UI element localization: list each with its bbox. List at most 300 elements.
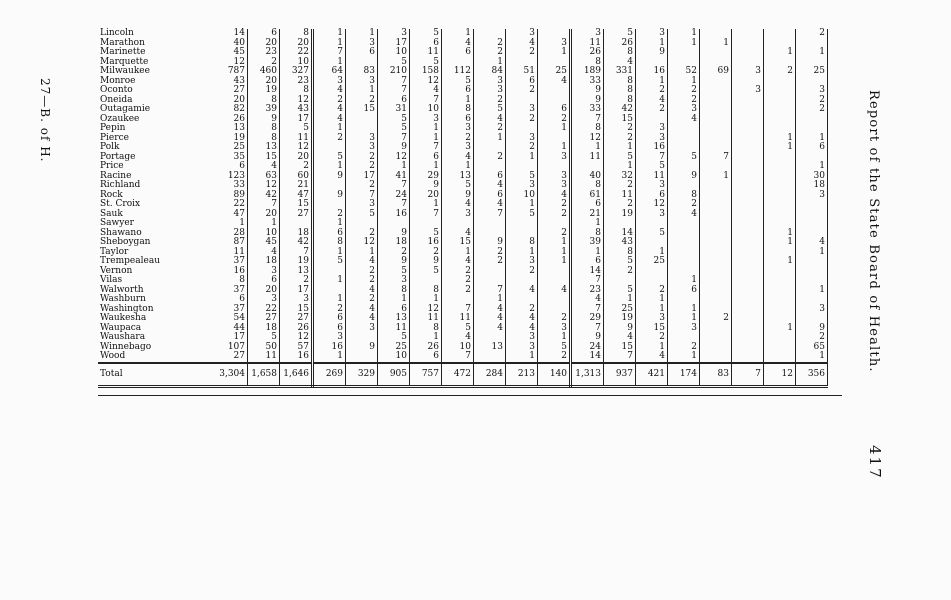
count-cell: 8: [668, 191, 700, 201]
count-cell: [764, 276, 796, 286]
count-cell: 1: [604, 295, 636, 305]
count-cell: 29: [410, 172, 442, 182]
count-cell: 4: [571, 295, 604, 305]
count-cell: 11: [248, 352, 280, 363]
count-cell: 54: [216, 314, 248, 324]
county-name-cell: Vilas: [100, 275, 123, 285]
left-margin-label: 27—B. of H.: [38, 78, 52, 163]
count-cell: 210: [378, 67, 410, 77]
count-cell: 1: [636, 77, 668, 87]
table-row: [98, 181, 828, 191]
count-cell: 1: [604, 143, 636, 153]
count-cell: 9: [571, 86, 604, 96]
count-cell: 6: [410, 352, 442, 363]
count-cell: [796, 200, 828, 210]
count-cell: 1: [538, 248, 571, 258]
county-statistics-table: [98, 29, 828, 388]
count-cell: 3: [506, 181, 538, 191]
count-cell: 3: [506, 134, 538, 144]
count-cell: 18: [280, 229, 313, 239]
count-cell: 6: [313, 229, 346, 239]
count-cell: [796, 257, 828, 267]
count-cell: 28: [216, 229, 248, 239]
count-cell: 10: [442, 343, 474, 353]
table-row: [98, 352, 828, 363]
count-cell: 16: [216, 267, 248, 277]
count-cell: 2: [506, 48, 538, 58]
table-row: [98, 314, 828, 324]
count-cell: 1: [506, 153, 538, 163]
count-cell: 174: [668, 363, 700, 387]
count-cell: [700, 48, 732, 58]
count-cell: 5: [604, 257, 636, 267]
count-cell: 69: [700, 67, 732, 77]
count-cell: 43: [216, 77, 248, 87]
count-cell: 1: [410, 124, 442, 134]
count-cell: 5: [668, 153, 700, 163]
count-cell: 2: [764, 67, 796, 77]
count-cell: 4: [636, 96, 668, 106]
count-cell: 6: [442, 86, 474, 96]
count-cell: [538, 295, 571, 305]
count-cell: [764, 343, 796, 353]
count-cell: 905: [378, 363, 410, 387]
count-cell: 1: [248, 219, 280, 229]
count-cell: 31: [378, 105, 410, 115]
count-cell: 42: [248, 191, 280, 201]
count-cell: 19: [248, 86, 280, 96]
count-cell: 84: [474, 67, 506, 77]
count-cell: 3: [796, 305, 828, 315]
count-cell: 7: [346, 191, 378, 201]
count-cell: 356: [796, 363, 828, 387]
count-cell: [700, 333, 732, 343]
count-cell: 4: [506, 324, 538, 334]
table-row: [98, 210, 828, 220]
count-cell: [346, 115, 378, 125]
count-cell: 7: [700, 153, 732, 163]
count-cell: 7: [442, 305, 474, 315]
count-cell: 2: [410, 248, 442, 258]
count-cell: 12: [280, 96, 313, 106]
count-cell: 5: [346, 210, 378, 220]
count-cell: 12: [410, 305, 442, 315]
count-cell: 12: [248, 181, 280, 191]
county-name-cell: Shawano: [100, 227, 142, 238]
count-cell: 15: [442, 238, 474, 248]
county-name-cell: Wood: [100, 351, 126, 361]
county-name-cell: Marquette: [100, 56, 149, 67]
count-cell: [732, 276, 764, 286]
count-cell: 9: [248, 115, 280, 125]
count-cell: 20: [248, 210, 280, 220]
count-cell: 327: [280, 67, 313, 77]
count-cell: 787: [216, 67, 248, 77]
count-cell: 51: [506, 67, 538, 77]
count-cell: [668, 124, 700, 134]
table-bottom-rule: [98, 395, 842, 396]
count-cell: 12: [636, 200, 668, 210]
count-cell: [764, 305, 796, 315]
count-cell: 1: [700, 172, 732, 182]
count-cell: [732, 96, 764, 106]
count-cell: 2: [346, 162, 378, 172]
count-cell: 1: [506, 352, 538, 363]
count-cell: 4: [538, 286, 571, 296]
count-cell: 1: [538, 257, 571, 267]
count-cell: 1: [442, 29, 474, 39]
count-cell: 5: [506, 210, 538, 220]
count-cell: 1: [378, 162, 410, 172]
count-cell: 1: [313, 162, 346, 172]
count-cell: 4: [248, 162, 280, 172]
count-cell: 6: [538, 105, 571, 115]
count-cell: 1: [668, 314, 700, 324]
count-cell: 20: [248, 286, 280, 296]
count-cell: 8: [216, 276, 248, 286]
count-cell: [732, 229, 764, 239]
table-row: [98, 77, 828, 87]
count-cell: [764, 153, 796, 163]
count-cell: 1: [346, 86, 378, 96]
count-cell: [732, 210, 764, 220]
count-cell: [668, 48, 700, 58]
count-cell: 6: [474, 172, 506, 182]
count-cell: 15: [636, 324, 668, 334]
county-name-cell: Lincoln: [100, 28, 134, 38]
count-cell: 3: [313, 333, 346, 343]
count-cell: 8: [280, 29, 313, 39]
count-cell: 3: [313, 77, 346, 87]
count-cell: 1: [764, 143, 796, 153]
table-row: [98, 267, 828, 277]
table-row: [98, 276, 828, 286]
count-cell: 13: [248, 143, 280, 153]
count-cell: 26: [216, 115, 248, 125]
count-cell: 8: [248, 96, 280, 106]
count-cell: [764, 210, 796, 220]
count-cell: 11: [442, 314, 474, 324]
count-cell: [700, 229, 732, 239]
count-cell: 2: [506, 267, 538, 277]
count-cell: 26: [604, 39, 636, 49]
count-cell: 1: [538, 124, 571, 134]
count-cell: [764, 86, 796, 96]
count-cell: 2: [506, 305, 538, 315]
count-cell: 189: [571, 67, 604, 77]
count-cell: [732, 181, 764, 191]
count-cell: 45: [216, 48, 248, 58]
count-cell: 1: [636, 248, 668, 258]
count-cell: 1,658: [248, 363, 280, 387]
county-name-cell: Portage: [100, 151, 136, 162]
count-cell: 20: [216, 96, 248, 106]
table-row: [98, 257, 828, 267]
count-cell: 3: [442, 143, 474, 153]
count-cell: 1: [410, 295, 442, 305]
count-cell: 8: [571, 58, 604, 68]
count-cell: [700, 248, 732, 258]
count-cell: 25: [538, 67, 571, 77]
count-cell: [346, 352, 378, 363]
count-cell: 2: [604, 267, 636, 277]
count-cell: 15: [280, 305, 313, 315]
count-cell: 43: [604, 238, 636, 248]
county-name-cell: Walworth: [100, 284, 144, 295]
count-cell: 2: [280, 162, 313, 172]
count-cell: 9: [442, 191, 474, 201]
table-row: [98, 343, 828, 353]
count-cell: 25: [378, 343, 410, 353]
count-cell: 1: [346, 248, 378, 258]
county-name-cell: Rock: [100, 189, 123, 200]
count-cell: 1: [764, 238, 796, 248]
count-cell: 8: [506, 238, 538, 248]
count-cell: 2: [313, 305, 346, 315]
count-cell: 6: [410, 153, 442, 163]
count-cell: 2: [346, 96, 378, 106]
count-cell: 123: [216, 172, 248, 182]
table-row: [98, 248, 828, 258]
table-row: [98, 39, 828, 49]
count-cell: 14: [216, 29, 248, 39]
county-name-cell: Racine: [100, 170, 132, 181]
count-cell: 12: [346, 238, 378, 248]
count-cell: 43: [280, 105, 313, 115]
count-cell: 40: [571, 172, 604, 182]
count-cell: 27: [280, 314, 313, 324]
count-cell: 12: [280, 143, 313, 153]
count-cell: 33: [216, 181, 248, 191]
count-cell: 2: [346, 267, 378, 277]
table-row: [98, 67, 828, 77]
count-cell: 65: [796, 343, 828, 353]
count-cell: 757: [410, 363, 442, 387]
count-cell: 4: [636, 352, 668, 363]
count-cell: 82: [216, 105, 248, 115]
count-cell: [732, 305, 764, 315]
count-cell: 6: [442, 48, 474, 58]
county-name-cell: Taylor: [100, 246, 129, 257]
count-cell: 3: [636, 314, 668, 324]
count-cell: 6: [796, 143, 828, 153]
count-cell: 1: [313, 276, 346, 286]
count-cell: 61: [571, 191, 604, 201]
count-cell: 52: [668, 67, 700, 77]
count-cell: 3: [474, 77, 506, 87]
count-cell: 41: [378, 172, 410, 182]
count-cell: 1: [313, 39, 346, 49]
count-cell: 26: [280, 324, 313, 334]
count-cell: [700, 86, 732, 96]
count-cell: 2: [604, 200, 636, 210]
count-cell: 16: [378, 210, 410, 220]
count-cell: [732, 333, 764, 343]
count-cell: [700, 210, 732, 220]
count-cell: 3: [636, 29, 668, 39]
count-cell: 4: [442, 200, 474, 210]
count-cell: 2: [474, 257, 506, 267]
count-cell: 1: [668, 39, 700, 49]
count-cell: [732, 39, 764, 49]
count-cell: 8: [378, 286, 410, 296]
count-cell: [764, 352, 796, 363]
count-cell: 23: [248, 48, 280, 58]
count-cell: 6: [248, 276, 280, 286]
count-cell: [700, 77, 732, 87]
count-cell: 1: [442, 248, 474, 258]
count-cell: 6: [313, 314, 346, 324]
count-cell: 22: [216, 200, 248, 210]
count-cell: 2: [313, 96, 346, 106]
count-cell: 10: [506, 191, 538, 201]
count-cell: [700, 286, 732, 296]
count-cell: 2: [506, 143, 538, 153]
count-cell: 3: [732, 86, 764, 96]
count-cell: 9: [796, 324, 828, 334]
count-cell: 16: [410, 238, 442, 248]
count-cell: 12: [571, 134, 604, 144]
table-row: [98, 295, 828, 305]
count-cell: 7: [378, 77, 410, 87]
count-cell: [732, 105, 764, 115]
count-cell: 3: [506, 257, 538, 267]
count-cell: [474, 219, 506, 229]
count-cell: 63: [248, 172, 280, 182]
count-cell: [764, 286, 796, 296]
county-name-cell: Richland: [100, 180, 141, 190]
count-cell: 8: [571, 229, 604, 239]
count-cell: 17: [280, 115, 313, 125]
count-cell: 4: [604, 58, 636, 68]
count-cell: 1: [216, 219, 248, 229]
count-cell: 1: [474, 295, 506, 305]
county-name-cell: Sauk: [100, 208, 123, 219]
count-cell: [764, 191, 796, 201]
table-row: [98, 143, 828, 153]
county-name-cell: Washington: [100, 303, 154, 314]
count-cell: 9: [378, 229, 410, 239]
table-row: [98, 48, 828, 58]
count-cell: 4: [668, 210, 700, 220]
county-name-cell: Total: [98, 363, 216, 387]
county-name-cell: Washburn: [100, 294, 146, 304]
count-cell: 4: [346, 286, 378, 296]
count-cell: 22: [248, 305, 280, 315]
count-cell: 9: [474, 238, 506, 248]
count-cell: 9: [636, 48, 668, 58]
count-cell: 32: [604, 172, 636, 182]
county-name-cell: Marinette: [100, 47, 146, 57]
count-cell: 5: [378, 58, 410, 68]
count-cell: 4: [538, 77, 571, 87]
count-cell: 472: [442, 363, 474, 387]
count-cell: [732, 172, 764, 182]
count-cell: 9: [571, 96, 604, 106]
count-cell: 3: [410, 115, 442, 125]
count-cell: 1: [410, 162, 442, 172]
count-cell: [700, 191, 732, 201]
count-cell: 1: [796, 352, 828, 363]
count-cell: 1: [668, 305, 700, 315]
count-cell: 1: [668, 77, 700, 87]
count-cell: 42: [280, 238, 313, 248]
count-cell: [732, 257, 764, 267]
count-cell: 2: [442, 267, 474, 277]
count-cell: 2: [346, 153, 378, 163]
county-name-cell: Waukesha: [100, 313, 147, 323]
count-cell: 9: [313, 191, 346, 201]
count-cell: 17: [378, 39, 410, 49]
count-cell: 47: [216, 210, 248, 220]
county-name-cell: Winnebago: [100, 341, 152, 352]
count-cell: 24: [378, 191, 410, 201]
count-cell: 20: [280, 39, 313, 49]
count-cell: 11: [571, 39, 604, 49]
count-cell: 2: [474, 124, 506, 134]
count-cell: 2: [346, 181, 378, 191]
count-cell: 8: [604, 48, 636, 58]
count-cell: 329: [346, 363, 378, 387]
county-name-cell: St. Croix: [100, 199, 141, 209]
count-cell: 24: [571, 343, 604, 353]
count-cell: 1: [604, 162, 636, 172]
count-cell: [732, 295, 764, 305]
count-cell: 1: [410, 200, 442, 210]
count-cell: 3: [506, 105, 538, 115]
count-cell: 1: [764, 257, 796, 267]
count-cell: 6: [346, 48, 378, 58]
count-cell: 3: [442, 124, 474, 134]
count-cell: 5: [604, 286, 636, 296]
count-cell: 12: [764, 363, 796, 387]
count-cell: 1: [474, 134, 506, 144]
count-cell: [796, 210, 828, 220]
count-cell: 21: [571, 210, 604, 220]
count-cell: 1: [668, 29, 700, 39]
count-cell: 2: [248, 58, 280, 68]
count-cell: 5: [604, 29, 636, 39]
count-cell: [538, 86, 571, 96]
count-cell: 57: [280, 343, 313, 353]
county-name-cell: Milwaukee: [100, 66, 150, 76]
count-cell: 15: [346, 105, 378, 115]
count-cell: 2: [636, 86, 668, 96]
count-cell: 3: [506, 29, 538, 39]
count-cell: 213: [506, 363, 538, 387]
count-cell: 25: [216, 143, 248, 153]
count-cell: [732, 238, 764, 248]
count-cell: 6: [410, 39, 442, 49]
count-cell: 40: [216, 39, 248, 49]
count-cell: [732, 248, 764, 258]
count-cell: 1: [474, 58, 506, 68]
count-cell: 7: [410, 96, 442, 106]
county-name-cell: Sawyer: [100, 218, 134, 228]
table-row: [98, 191, 828, 201]
count-cell: 8: [280, 86, 313, 96]
count-cell: 2: [796, 96, 828, 106]
count-cell: 1: [313, 29, 346, 39]
count-cell: 9: [410, 257, 442, 267]
count-cell: 1: [313, 58, 346, 68]
total-row: [98, 363, 828, 387]
count-cell: [764, 200, 796, 210]
count-cell: 13: [280, 267, 313, 277]
count-cell: [538, 267, 571, 277]
count-cell: 5: [474, 105, 506, 115]
count-cell: 1: [796, 286, 828, 296]
